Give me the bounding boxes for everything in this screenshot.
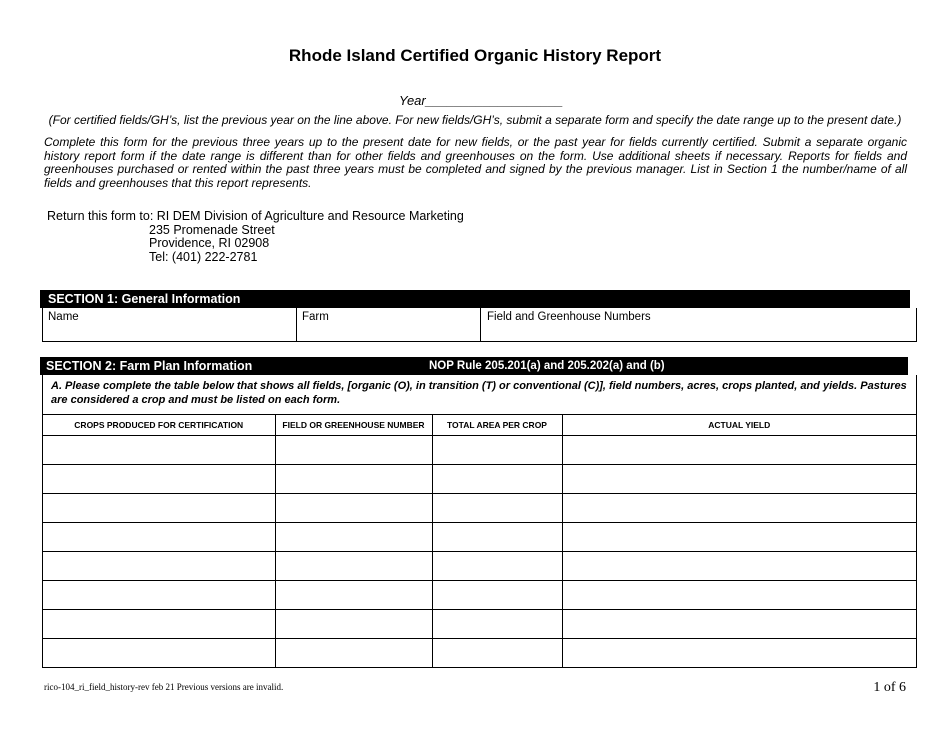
yield-cell[interactable] xyxy=(562,610,916,639)
crop-cell[interactable] xyxy=(43,494,275,523)
yield-cell[interactable] xyxy=(562,436,916,465)
col-field-greenhouse-number: FIELD OR GREENHOUSE NUMBER xyxy=(275,415,432,436)
name-field[interactable] xyxy=(43,308,297,341)
yield-cell[interactable] xyxy=(562,552,916,581)
farm-label: Farm xyxy=(302,311,329,323)
area-cell[interactable] xyxy=(432,523,562,552)
area-cell[interactable] xyxy=(432,610,562,639)
section2-title: SECTION 2: Farm Plan Information xyxy=(46,359,253,373)
yield-cell[interactable] xyxy=(562,639,916,668)
table-row xyxy=(43,494,916,523)
section2-header xyxy=(40,357,908,375)
return-address-street: 235 Promenade Street xyxy=(149,222,275,237)
nop-rule-label: NOP Rule 205.201(a) and 205.202(a) and (b) xyxy=(429,360,665,372)
return-address xyxy=(47,210,464,264)
area-cell[interactable] xyxy=(432,639,562,668)
section1-general-info xyxy=(42,308,917,342)
crop-cell[interactable] xyxy=(43,581,275,610)
name-label: Name xyxy=(48,311,79,323)
return-address-city: Providence, RI 02908 xyxy=(149,236,270,251)
section2-intro: A. Please complete the table below that shows all fields, [organic (O), in transition (T) or conventional (C)], field numbers, acres, crops planted, and yields. Pastures are considered a crop and must be listed on each form. xyxy=(51,380,907,406)
table-row xyxy=(43,639,916,668)
field-number-cell[interactable] xyxy=(275,552,432,581)
return-address-tel: Tel: (401) 222-2781 xyxy=(149,249,258,264)
section2-farm-plan xyxy=(42,375,917,668)
yield-cell[interactable] xyxy=(562,581,916,610)
yield-cell[interactable] xyxy=(562,494,916,523)
area-cell[interactable] xyxy=(432,465,562,494)
form-title: Rhode Island Certified Organic History Report xyxy=(288,46,662,65)
col-actual-yield: ACTUAL YIELD xyxy=(562,415,916,436)
yield-cell[interactable] xyxy=(562,465,916,494)
section1-header: SECTION 1: General Information xyxy=(40,290,910,308)
crop-cell[interactable] xyxy=(43,436,275,465)
table-row xyxy=(43,436,916,465)
crop-cell[interactable] xyxy=(43,552,275,581)
field-greenhouse-numbers-label: Field and Greenhouse Numbers xyxy=(487,311,651,323)
crop-cell[interactable] xyxy=(43,465,275,494)
yield-cell[interactable] xyxy=(562,523,916,552)
table-row xyxy=(43,581,916,610)
instructions-paragraph: Complete this form for the previous three years up to the present date for new fields, or the past year for fields currently certified. Submit a separate organic history report form if the date range is different than for other fields and greenhouses on the form. Use additional sheets if necessary. Reports for fields and greenhouses purchased or rented within the past three years must be completed and signed by the previous manager. List in Section 1 the number/name of all fields and greenhouses that this report represents. xyxy=(44,135,907,190)
field-number-cell[interactable] xyxy=(275,610,432,639)
page-number: 1 of 6 xyxy=(873,680,906,695)
crop-cell[interactable] xyxy=(43,523,275,552)
table-row xyxy=(43,465,916,494)
area-cell[interactable] xyxy=(432,581,562,610)
table-row xyxy=(43,552,916,581)
field-number-cell[interactable] xyxy=(275,465,432,494)
year-note: (For certified fields/GH’s, list the previous year on the line above. For new fields/GH’s, submit a separate form and specify the date range up to the present date.) xyxy=(48,113,902,127)
crop-cell[interactable] xyxy=(43,639,275,668)
area-cell[interactable] xyxy=(432,552,562,581)
year-field[interactable]: Year___________________ xyxy=(399,93,564,108)
crop-cell[interactable] xyxy=(43,610,275,639)
return-address-line1: Return this form to: RI DEM Division of Agriculture and Resource Marketing xyxy=(47,209,464,223)
area-cell[interactable] xyxy=(432,436,562,465)
area-cell[interactable] xyxy=(432,494,562,523)
col-crops-produced: CROPS PRODUCED FOR CERTIFICATION xyxy=(43,415,275,436)
field-number-cell[interactable] xyxy=(275,436,432,465)
table-row xyxy=(43,523,916,552)
field-number-cell[interactable] xyxy=(275,494,432,523)
table-row xyxy=(43,610,916,639)
farm-field[interactable] xyxy=(297,308,481,341)
field-greenhouse-numbers-field[interactable] xyxy=(481,308,916,341)
crops-table-header xyxy=(43,415,916,436)
field-number-cell[interactable] xyxy=(275,523,432,552)
form-footer: rico-104_ri_field_history-rev feb 21 Previous versions are invalid. xyxy=(44,682,284,692)
crops-table xyxy=(43,414,916,667)
field-number-cell[interactable] xyxy=(275,581,432,610)
col-total-area: TOTAL AREA PER CROP xyxy=(432,415,562,436)
field-number-cell[interactable] xyxy=(275,639,432,668)
